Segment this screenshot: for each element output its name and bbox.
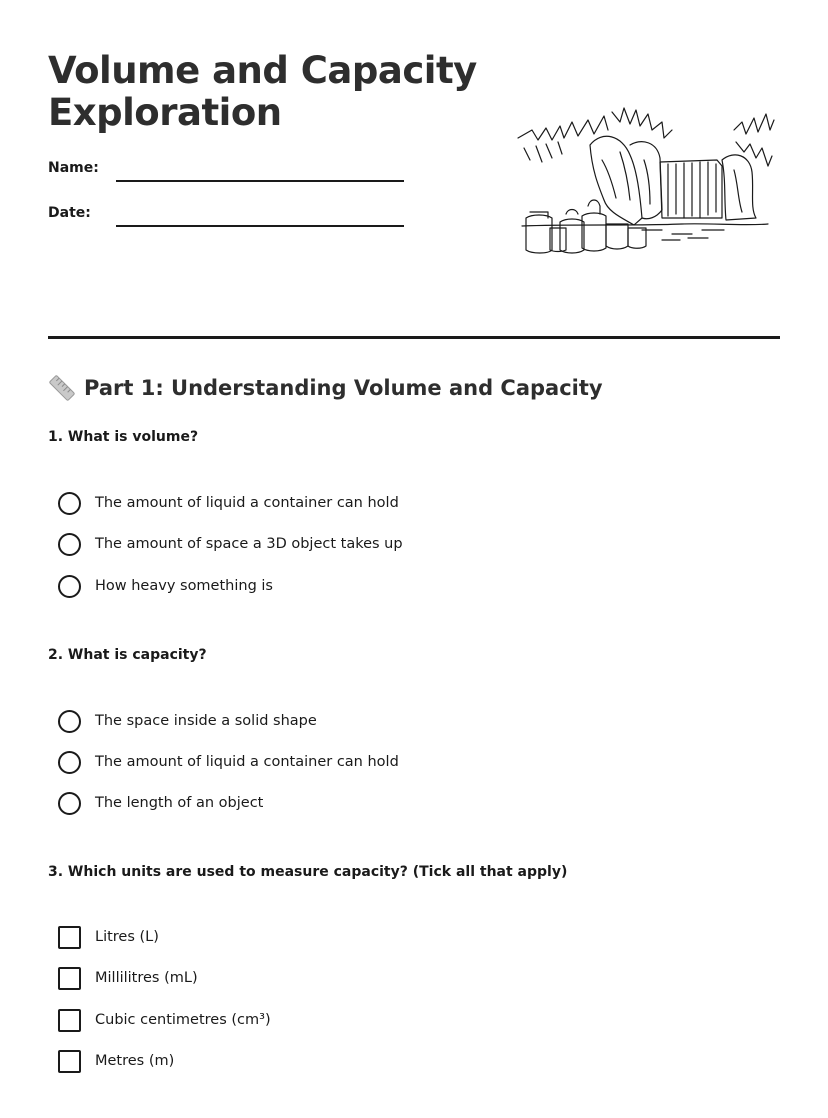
option-label: The amount of liquid a container can hold: [95, 495, 399, 511]
option-label: Metres (m): [95, 1053, 175, 1069]
option-label: Litres (L): [95, 929, 159, 945]
q3-option-2[interactable]: [58, 966, 198, 990]
option-label: The length of an object: [95, 795, 264, 811]
option-label: The amount of liquid a container can hold: [95, 754, 399, 770]
q3-option-4[interactable]: [58, 1049, 174, 1073]
radio-button[interactable]: [58, 533, 81, 556]
checkbox[interactable]: [58, 1009, 81, 1032]
checkbox[interactable]: [58, 967, 81, 990]
q1-option-3[interactable]: [58, 574, 273, 598]
checkbox[interactable]: [58, 1050, 81, 1073]
q3-option-1[interactable]: [58, 925, 159, 949]
q3-option-3[interactable]: [58, 1008, 271, 1032]
option-label: Millilitres (mL): [95, 970, 198, 986]
option-label: The amount of space a 3D object takes up: [95, 536, 403, 552]
ruler-icon: [48, 374, 76, 402]
question-2: 2. What is capacity?: [48, 647, 207, 663]
waterfall-with-containers-illustration: [512, 100, 778, 260]
radio-button[interactable]: [58, 792, 81, 815]
part1-heading: [48, 374, 603, 402]
radio-button[interactable]: [58, 492, 81, 515]
question-1: 1. What is volume?: [48, 429, 199, 445]
q2-option-3[interactable]: [58, 791, 263, 815]
option-label: How heavy something is: [95, 578, 273, 594]
part1-title: Part 1: Understanding Volume and Capacity: [84, 376, 603, 400]
radio-button[interactable]: [58, 710, 81, 733]
date-label: Date:: [48, 205, 91, 221]
name-field[interactable]: [116, 180, 404, 182]
name-label: Name:: [48, 160, 99, 176]
radio-button[interactable]: [58, 575, 81, 598]
option-label: Cubic centimetres (cm³): [95, 1012, 271, 1028]
checkbox[interactable]: [58, 926, 81, 949]
option-label: The space inside a solid shape: [95, 713, 317, 729]
date-field[interactable]: [116, 225, 404, 227]
radio-button[interactable]: [58, 751, 81, 774]
question-3: 3. Which units are used to measure capacity? (Tick all that apply): [48, 864, 568, 880]
q2-option-1[interactable]: [58, 709, 317, 733]
q1-option-2[interactable]: [58, 532, 403, 556]
q2-option-2[interactable]: [58, 750, 399, 774]
section-divider: [48, 336, 780, 339]
q1-option-1[interactable]: [58, 491, 399, 515]
worksheet-title: Volume and Capacity Exploration: [48, 49, 477, 134]
